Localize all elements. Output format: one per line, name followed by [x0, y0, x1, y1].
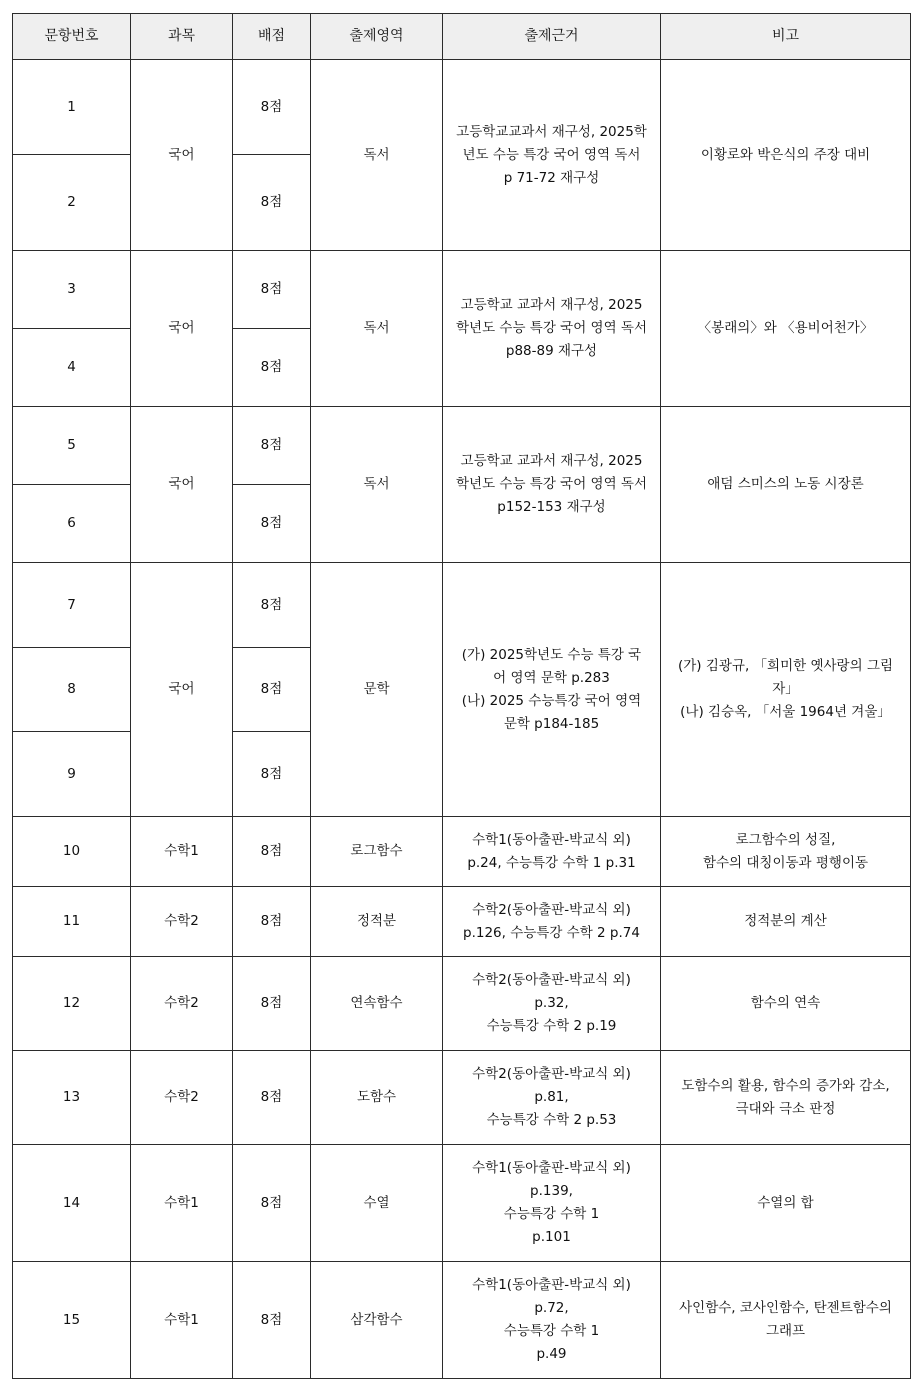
header-basis: 출제근거: [443, 14, 661, 60]
basis-cell-line: (나) 2025 수능특강 국어 영역: [461, 692, 642, 709]
item-number-cell: 8: [13, 648, 131, 732]
basis-cell-line: p.72,: [534, 1300, 569, 1316]
score-cell: 8점: [233, 485, 311, 563]
note-cell-line: 함수의 대칭이동과 평행이동: [702, 854, 869, 871]
score-cell: 8점: [233, 817, 311, 887]
basis-cell-line: 학년도 수능 특강 국어 영역 독서: [456, 476, 647, 492]
item-number-cell: 12: [13, 957, 131, 1051]
basis-cell-line: 수학2(동아출판-박교식 외): [472, 901, 631, 918]
note-cell: [661, 957, 911, 1051]
item-number-cell: 2: [13, 155, 131, 251]
basis-cell-line: 수능특강 수학 2 p.53: [486, 1112, 617, 1128]
table-row: [13, 1051, 911, 1145]
basis-cell-line: 수능특강 수학 2 p.19: [486, 1018, 617, 1034]
score-cell: 8점: [233, 563, 311, 648]
subject-cell: 수학2: [131, 957, 233, 1051]
basis-cell-line: 고등학교 교과서 재구성, 2025: [460, 297, 643, 313]
basis-cell: [443, 251, 661, 407]
basis-cell-line: 수학2(동아출판-박교식 외): [472, 1066, 631, 1082]
note-cell-line: 〈봉래의〉와 〈용비어천가〉: [697, 320, 874, 336]
basis-cell: [443, 1262, 661, 1379]
header-score: 배점: [233, 14, 311, 60]
basis-cell-line: 수학1(동아출판-박교식 외): [472, 831, 631, 848]
basis-cell-line: 수학1(동아출판-박교식 외): [472, 1160, 631, 1176]
note-cell-line: 이황로와 박은식의 주장 대비: [700, 146, 871, 163]
item-number-cell: 9: [13, 732, 131, 817]
header-subject: 과목: [131, 14, 233, 60]
note-cell-line: 사인함수, 코사인함수, 탄젠트함수의: [679, 1300, 892, 1316]
note-cell: [661, 60, 911, 251]
subject-cell: 수학1: [131, 1145, 233, 1262]
note-cell: [661, 407, 911, 563]
score-cell: 8점: [233, 732, 311, 817]
score-cell: 8점: [233, 1262, 311, 1379]
basis-cell-line: p 71-72 재구성: [503, 169, 600, 186]
basis-cell-line: 문학 p184-185: [503, 715, 600, 732]
score-cell: 8점: [233, 155, 311, 251]
table-row: [13, 563, 911, 648]
basis-cell-line: p152-153 재구성: [497, 499, 606, 515]
score-cell: 8점: [233, 60, 311, 155]
table-row: [13, 60, 911, 155]
basis-cell-line: p.101: [532, 1229, 571, 1245]
table-body: [13, 60, 911, 1379]
table-row: [13, 251, 911, 329]
area-cell: 수열: [311, 1145, 443, 1262]
area-cell: 독서: [311, 407, 443, 563]
subject-cell: 수학2: [131, 887, 233, 957]
note-cell: [661, 563, 911, 817]
note-cell-line: 그래프: [765, 1323, 806, 1339]
area-cell: 독서: [311, 251, 443, 407]
basis-cell-line: 어 영역 문학 p.283: [493, 669, 610, 686]
exam-spec-table: [12, 13, 911, 1379]
header-row: [13, 14, 911, 60]
header-note: 비고: [661, 14, 911, 60]
basis-cell: [443, 817, 661, 887]
basis-cell: [443, 407, 661, 563]
score-cell: 8점: [233, 887, 311, 957]
item-number-cell: 7: [13, 563, 131, 648]
note-cell-line: 정적분의 계산: [744, 913, 827, 929]
basis-cell: [443, 1145, 661, 1262]
subject-cell: 국어: [131, 251, 233, 407]
subject-cell: 국어: [131, 563, 233, 817]
note-cell-line: 애덤 스미스의 노동 시장론: [707, 476, 864, 492]
table-row: [13, 887, 911, 957]
basis-cell: [443, 563, 661, 817]
note-cell: [661, 1145, 911, 1262]
header-item-number: 문항번호: [13, 14, 131, 60]
basis-cell-line: 학년도 수능 특강 국어 영역 독서: [456, 320, 647, 336]
score-cell: 8점: [233, 251, 311, 329]
item-number-cell: 4: [13, 329, 131, 407]
basis-cell-line: 수학2(동아출판-박교식 외): [472, 972, 631, 988]
table-row: [13, 817, 911, 887]
item-number-cell: 1: [13, 60, 131, 155]
basis-cell-line: p.32,: [534, 995, 569, 1011]
basis-cell-line: 수능특강 수학 1: [503, 1206, 600, 1222]
area-cell: 삼각함수: [311, 1262, 443, 1379]
item-number-cell: 3: [13, 251, 131, 329]
exam-spec-sheet: [12, 13, 911, 1379]
item-number-cell: 14: [13, 1145, 131, 1262]
area-cell: 문학: [311, 563, 443, 817]
basis-cell: [443, 1051, 661, 1145]
basis-cell-line: (가) 2025학년도 수능 특강 국: [461, 646, 642, 663]
score-cell: 8점: [233, 407, 311, 485]
basis-cell-line: p.81,: [534, 1089, 569, 1105]
basis-cell-line: p88-89 재구성: [505, 343, 598, 359]
header-area: 출제영역: [311, 14, 443, 60]
note-cell-line: 함수의 연속: [750, 995, 821, 1011]
basis-cell-line: 고등학교 교과서 재구성, 2025: [460, 453, 643, 469]
note-cell: [661, 817, 911, 887]
table-row: [13, 957, 911, 1051]
basis-cell-line: p.24, 수능특강 수학 1 p.31: [467, 854, 636, 871]
basis-cell-line: p.139,: [530, 1183, 573, 1199]
score-cell: 8점: [233, 648, 311, 732]
basis-cell: [443, 60, 661, 251]
note-cell-line: 도함수의 활용, 함수의 증가와 감소,: [681, 1077, 890, 1094]
subject-cell: 수학1: [131, 1262, 233, 1379]
area-cell: 독서: [311, 60, 443, 251]
score-cell: 8점: [233, 1145, 311, 1262]
note-cell-line: (나) 김승옥, 「서울 1964년 겨울」: [680, 704, 891, 720]
subject-cell: 국어: [131, 407, 233, 563]
subject-cell: 수학1: [131, 817, 233, 887]
basis-cell-line: 수학1(동아출판-박교식 외): [472, 1277, 631, 1293]
basis-cell-line: p.49: [536, 1346, 567, 1362]
table-row: [13, 1145, 911, 1262]
area-cell: 연속함수: [311, 957, 443, 1051]
note-cell-line: 수열의 합: [757, 1194, 814, 1211]
note-cell: [661, 251, 911, 407]
note-cell: [661, 887, 911, 957]
item-number-cell: 5: [13, 407, 131, 485]
subject-cell: 수학2: [131, 1051, 233, 1145]
table-row: [13, 1262, 911, 1379]
subject-cell: 국어: [131, 60, 233, 251]
note-cell-line: 극대와 극소 판정: [735, 1100, 836, 1117]
score-cell: 8점: [233, 1051, 311, 1145]
basis-cell: [443, 887, 661, 957]
basis-cell-line: 수능특강 수학 1: [503, 1323, 600, 1339]
area-cell: 로그함수: [311, 817, 443, 887]
note-cell-line: 로그함수의 성질,: [735, 831, 836, 848]
item-number-cell: 13: [13, 1051, 131, 1145]
item-number-cell: 6: [13, 485, 131, 563]
note-cell-line: 자」: [772, 681, 799, 697]
note-cell: [661, 1262, 911, 1379]
basis-cell-line: 년도 수능 특강 국어 영역 독서: [462, 146, 641, 163]
basis-cell-line: p.126, 수능특강 수학 2 p.74: [463, 924, 640, 941]
item-number-cell: 11: [13, 887, 131, 957]
area-cell: 도함수: [311, 1051, 443, 1145]
item-number-cell: 10: [13, 817, 131, 887]
basis-cell-line: 고등학교교과서 재구성, 2025학: [456, 123, 647, 140]
note-cell: [661, 1051, 911, 1145]
score-cell: 8점: [233, 957, 311, 1051]
note-cell-line: (가) 김광규, 「희미한 옛사랑의 그림: [677, 658, 894, 674]
table-row: [13, 407, 911, 485]
item-number-cell: 15: [13, 1262, 131, 1379]
score-cell: 8점: [233, 329, 311, 407]
basis-cell: [443, 957, 661, 1051]
area-cell: 정적분: [311, 887, 443, 957]
